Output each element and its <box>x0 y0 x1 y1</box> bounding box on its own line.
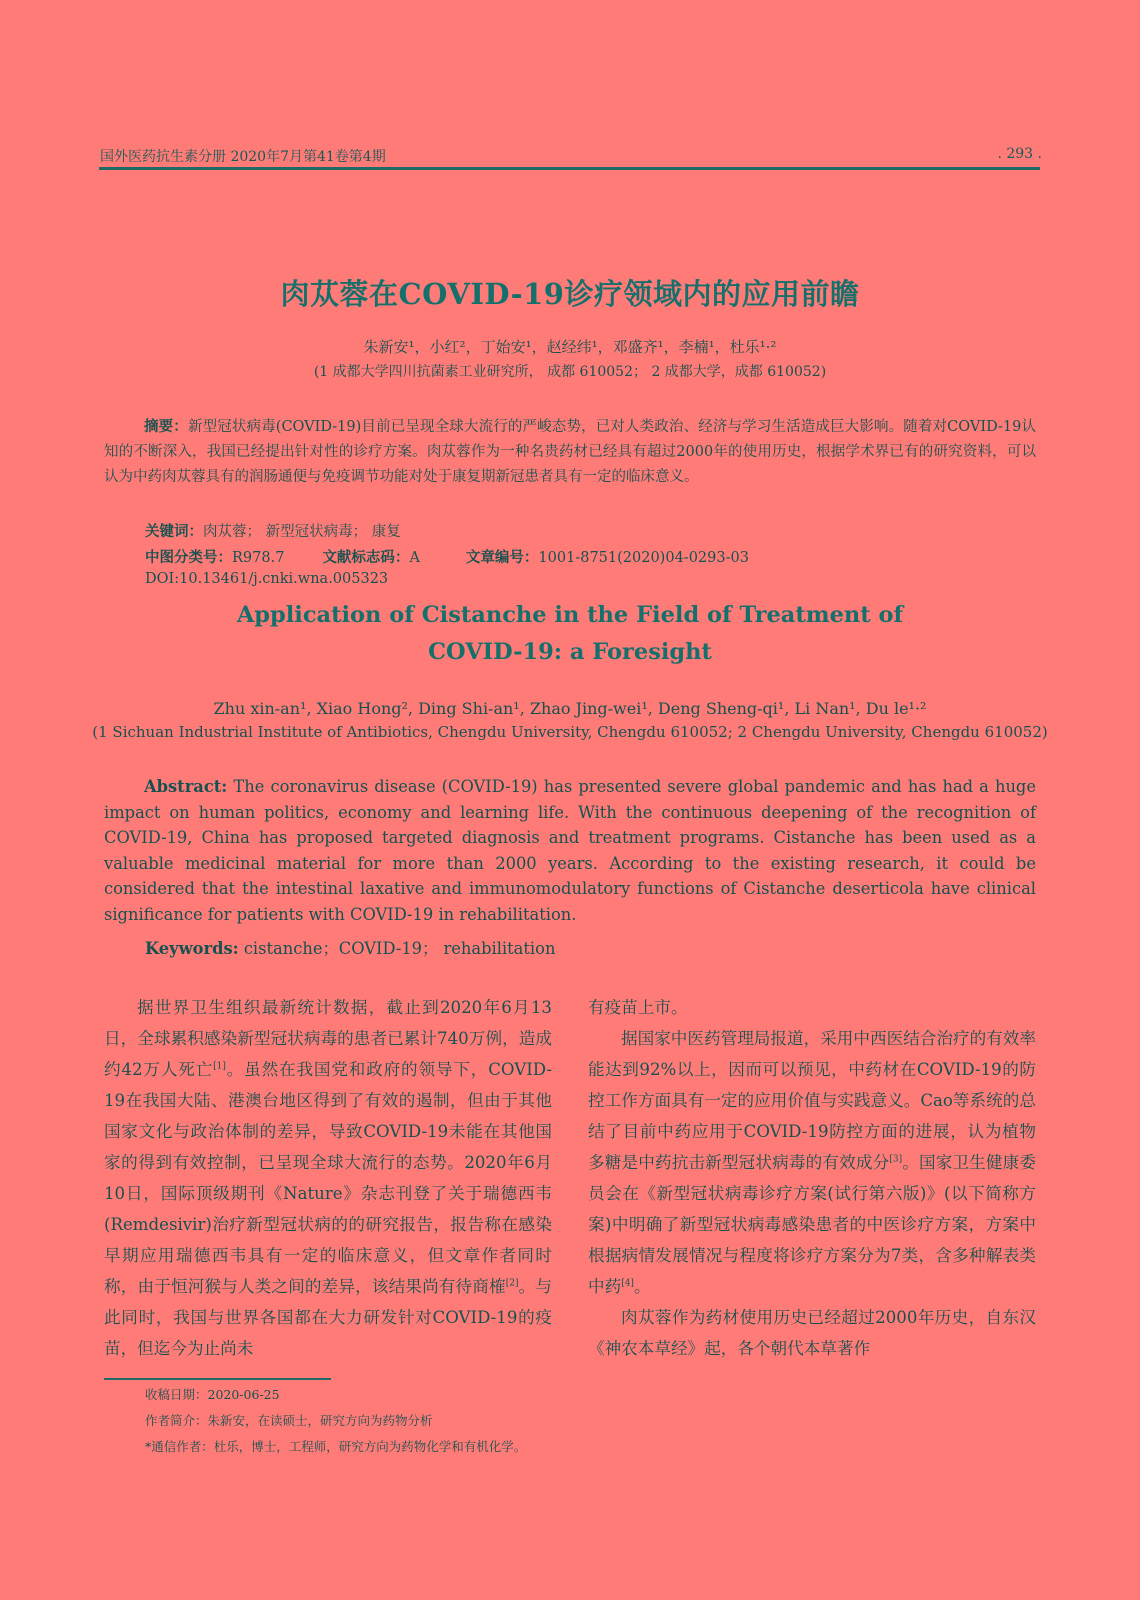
body-column-right <box>588 992 1036 1364</box>
footnote-author-intro: 作者简介：朱新安，在读硕士，研究方向为药物分析 <box>145 1413 433 1428</box>
body-paragraph: 据世界卫生组织最新统计数据，截止到2020年6月13日，全球累积感染新型冠状病毒的患者已累计740万例，造成约42万人死亡[1]。虽然在我国党和政府的领导下，COVID-19在我国大陆、港澳台地区得到了有效的遏制，但由于其他国家文化与政治体制的差异，导致COVID-19未能在其他国家的得到有效控制，已呈现全球大流行的态势。2020年6月10日，国际顶级期刊《Nature》杂志刊登了关于瑞德西韦(Remdesivir)治疗新型冠状病的的研究报告，报告称在感染早期应用瑞德西韦具有一定的临床意义，但文章作者同时称，由于恒河猴与人类之间的差异，该结果尚有待商榷[2]。与此同时，我国与世界各国都在大力研发针对COVID-19的疫苗，但迄今为止尚未 <box>104 998 553 1358</box>
clc-value: R978.7 <box>232 550 285 566</box>
body-paragraph: 有疫苗上市。 <box>588 998 688 1017</box>
abstract-chinese <box>104 414 1036 490</box>
article-id-label: 文章编号： <box>465 549 539 566</box>
title-english <box>0 597 1140 671</box>
keywords-chinese-text: 肉苁蓉； 新型冠状病毒； 康复 <box>203 524 401 540</box>
footnote-rule <box>104 1378 331 1380</box>
title-english-line2: COVID-19: a Foresight <box>428 639 712 665</box>
affiliation-chinese: (1 成都大学四川抗菌素工业研究所， 成都 610052； 2 成都大学，成都 610052) <box>313 364 827 380</box>
body-paragraph: 肉苁蓉作为药材使用历史已经超过2000年历史，自东汉《神农本草经》起，各个朝代本草著作 <box>588 1308 1036 1358</box>
body-paragraph: 据国家中医药管理局报道，采用中西医结合治疗的有效率能达到92%以上，因而可以预见，中药材在COVID-19的防控工作方面具有一定的应用价值与实践意义。Cao等系统的总结了目前中药应用于COVID-19防控方面的进展，认为植物多糖是中药抗击新型冠状病毒的有效成分[3]。国家卫生健康委员会在《新型冠状病毒诊疗方案(试行第六版)》(以下简称方案)中明确了新型冠状病毒感染患者的中医诊疗方案，方案中根据病情发展情况与程度将诊疗方案分为7类，含多种解表类中药[4]。 <box>588 1029 1037 1296</box>
article-id-value: 1001-8751(2020)04-0293-03 <box>538 550 749 566</box>
doc-code-label: 文献标志码： <box>322 549 410 566</box>
footnote-received: 收稿日期：2020-06-25 <box>145 1387 280 1402</box>
affiliation-english: (1 Sichuan Industrial Institute of Antibiotics, Chengdu University, Chengdu 610052; 2 Chengdu University, Chengdu 610052) <box>92 723 1048 741</box>
footnote-corresponding: *通信作者：杜乐，博士，工程师，研究方向为药物化学和有机化学。 <box>145 1439 527 1454</box>
body-column-left <box>104 992 552 1364</box>
abstract-chinese-text: 新型冠状病毒(COVID-19)目前已呈现全球大流行的严峻态势，已对人类政治、经济与学习生活造成巨大影响。随着对COVID-19认知的不断深入，我国已经提出针对性的诊疗方案。肉苁蓉作为一种名贵药材已经具有超过2000年的使用历史，根据学术界已有的研究资料，可以认为中药肉苁蓉具有的润肠通便与免疫调节功能对处于康复期新冠患者具有一定的临床意义。 <box>104 419 1037 485</box>
citation-ref-3[interactable]: [3] <box>889 1154 903 1165</box>
abstract-english <box>104 774 1036 927</box>
journal-header: 国外医药抗生素分册 2020年7月第41卷第4期 <box>100 149 386 165</box>
abstract-english-label: Abstract: <box>144 777 228 796</box>
authors-chinese: 朱新安¹，小红²，丁始安¹，赵经纬¹，邓盛齐¹，李楠¹，杜乐¹·² <box>363 338 777 356</box>
doi-link[interactable]: DOI:10.13461/j.cnki.wna.005323 <box>145 571 389 587</box>
citation-ref-2[interactable]: [2] <box>505 1278 519 1289</box>
keywords-chinese <box>145 520 401 541</box>
page-number: . 293 . <box>997 146 1042 162</box>
doc-code-value: A <box>409 550 420 566</box>
keywords-chinese-label: 关键词： <box>145 523 203 540</box>
abstract-english-text: The coronavirus disease (COVID-19) has presented severe global pandemic and has had a huge impact on human politics, economy and learning life. With the continuous deepening of the recognition of COVID-19, China has proposed targeted diagnosis and treatment programs. Cistanche has been used as a valuable medicinal material for more than 2000 years. According to the existing research, it could be considered that the intestinal laxative and immunomodulatory functions of Cistanche deserticola have clinical significance for patients with COVID-19 in rehabilitation. <box>104 777 1036 924</box>
keywords-english-text: cistanche；COVID-19； rehabilitation <box>243 939 556 958</box>
header-rule <box>99 167 1040 170</box>
clc-label: 中图分类号： <box>145 549 232 566</box>
citation-ref-4[interactable]: [4] <box>621 1278 634 1289</box>
title-english-line1: Application of Cistanche in the Field of Treatment of <box>236 602 904 628</box>
authors-english: Zhu xin-an¹, Xiao Hong², Ding Shi-an¹, Zhao Jing-wei¹, Deng Sheng-qi¹, Li Nan¹, Du le¹·² <box>213 699 927 718</box>
classification-row <box>145 546 749 567</box>
title-chinese: 肉苁蓉在COVID-19诊疗领域内的应用前瞻 <box>280 277 860 311</box>
keywords-english-label: Keywords: <box>145 939 239 958</box>
citation-ref-1[interactable]: [1] <box>213 1061 226 1072</box>
keywords-english <box>145 935 555 959</box>
abstract-chinese-label: 摘要： <box>144 418 188 435</box>
